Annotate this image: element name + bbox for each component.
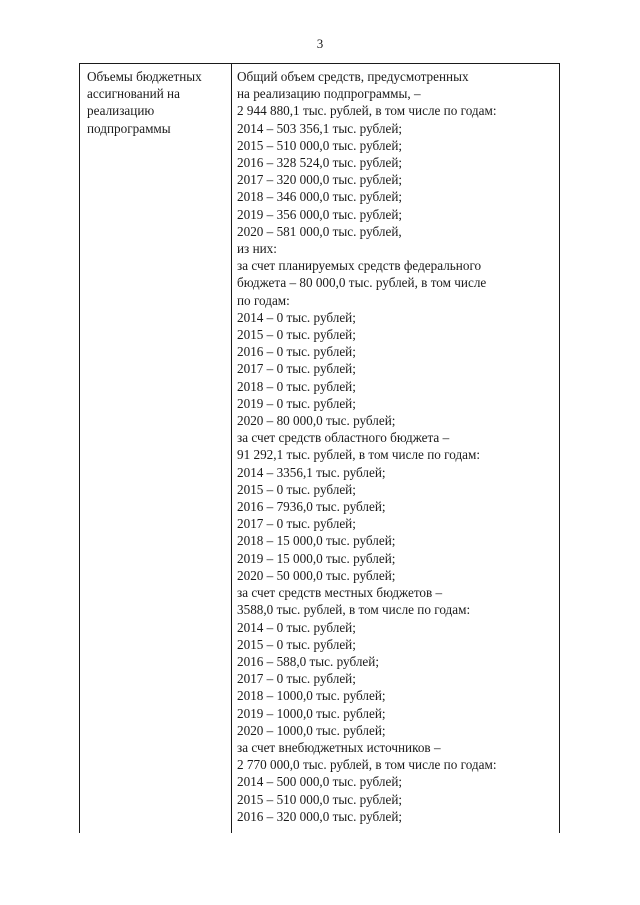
value-line: 2014 – 500 000,0 тыс. рублей; <box>237 774 403 790</box>
value-line: 2019 – 15 000,0 тыс. рублей; <box>237 550 396 566</box>
value-line: 2015 – 510 000,0 тыс. рублей; <box>237 791 403 807</box>
value-line: 2014 – 3356,1 тыс. рублей; <box>237 464 386 480</box>
label-line: ассигнований на <box>87 86 180 102</box>
label-line: реализацию <box>87 103 155 119</box>
value-line: по годам: <box>237 292 290 308</box>
value-line: 2019 – 356 000,0 тыс. рублей; <box>237 206 403 222</box>
table-value-cell <box>232 64 559 833</box>
value-line: 2019 – 1000,0 тыс. рублей; <box>237 705 386 721</box>
value-line: за счет планируемых средств федерального <box>237 258 482 274</box>
value-line: 2017 – 0 тыс. рублей; <box>237 671 356 687</box>
value-line: 2014 – 0 тыс. рублей; <box>237 309 356 325</box>
value-line: 2014 – 0 тыс. рублей; <box>237 619 356 635</box>
value-line: 2 770 000,0 тыс. рублей, в том числе по годам: <box>237 757 497 773</box>
value-line: бюджета – 80 000,0 тыс. рублей, в том числе <box>237 275 487 291</box>
value-line: 2018 – 1000,0 тыс. рублей; <box>237 688 386 704</box>
value-line: Общий объем средств, предусмотренных <box>237 69 469 84</box>
value-line: 91 292,1 тыс. рублей, в том числе по годам: <box>237 447 481 463</box>
value-line: 2020 – 581 000,0 тыс. рублей, <box>237 223 402 239</box>
value-line: 2018 – 346 000,0 тыс. рублей; <box>237 189 403 205</box>
value-line: 2016 – 0 тыс. рублей; <box>237 344 356 360</box>
value-line: 2017 – 0 тыс. рублей; <box>237 361 356 377</box>
budget-table <box>79 63 560 833</box>
value-line: 2015 – 0 тыс. рублей; <box>237 481 356 497</box>
value-line: 3588,0 тыс. рублей, в том числе по годам: <box>237 602 471 618</box>
value-line: 2020 – 1000,0 тыс. рублей; <box>237 722 386 738</box>
value-line: 2015 – 0 тыс. рублей; <box>237 327 356 343</box>
value-line: 2015 – 510 000,0 тыс. рублей; <box>237 137 403 153</box>
page-number: 3 <box>316 36 324 51</box>
value-line: 2018 – 15 000,0 тыс. рублей; <box>237 533 396 549</box>
value-line: 2 944 880,1 тыс. рублей, в том числе по годам: <box>237 103 497 119</box>
value-line: 2020 – 50 000,0 тыс. рублей; <box>237 567 396 583</box>
value-line: из них: <box>237 241 277 257</box>
value-line: 2018 – 0 тыс. рублей; <box>237 378 356 394</box>
value-line: 2017 – 320 000,0 тыс. рублей; <box>237 172 403 188</box>
value-line: 2016 – 320 000,0 тыс. рублей; <box>237 808 403 824</box>
value-line: 2014 – 503 356,1 тыс. рублей; <box>237 120 403 136</box>
value-line: 2020 – 80 000,0 тыс. рублей; <box>237 413 396 429</box>
value-line: за счет средств областного бюджета – <box>237 430 450 446</box>
table-label-cell <box>80 64 232 833</box>
value-line: 2017 – 0 тыс. рублей; <box>237 516 356 532</box>
value-line: за счет внебюджетных источников – <box>237 739 441 755</box>
value-line: 2016 – 328 524,0 тыс. рублей; <box>237 155 403 171</box>
value-line: за счет средств местных бюджетов – <box>237 585 443 601</box>
value-line: на реализацию подпрограммы, – <box>237 86 421 102</box>
label-line: Объемы бюджетных <box>87 69 202 84</box>
value-line: 2015 – 0 тыс. рублей; <box>237 636 356 652</box>
value-line: 2019 – 0 тыс. рублей; <box>237 395 356 411</box>
value-line: 2016 – 7936,0 тыс. рублей; <box>237 499 386 515</box>
value-line: 2016 – 588,0 тыс. рублей; <box>237 653 379 669</box>
label-line: подпрограммы <box>87 120 171 136</box>
